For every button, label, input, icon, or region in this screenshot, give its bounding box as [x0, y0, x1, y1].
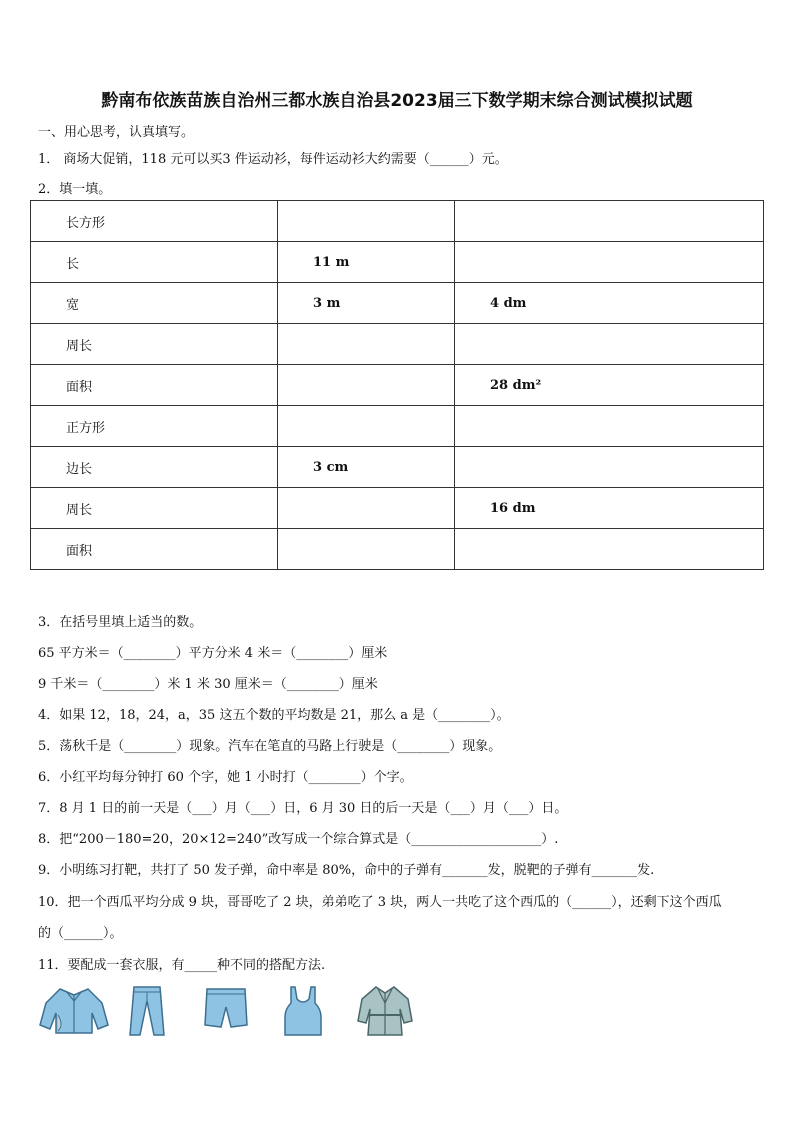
table-cell [455, 324, 764, 365]
table-cell [278, 529, 455, 570]
question-6: 6．小红平均每分钟打 60 个字，她 1 小时打（________）个字。 [38, 770, 413, 785]
question-2: 2．填一填。 [38, 182, 112, 197]
table-cell: 面积 [31, 365, 278, 406]
jacket-icon [38, 985, 110, 1037]
table-row [31, 365, 764, 406]
coat-icon [356, 985, 414, 1037]
table-cell [455, 201, 764, 242]
question-11: 11．要配成一套衣服，有_____种不同的搭配方法. [38, 958, 326, 973]
question-3b: 9 千米＝（________）米 1 米 30 厘米＝（________）厘米 [38, 677, 378, 692]
table-row [31, 529, 764, 570]
table-cell: 长 [31, 242, 278, 283]
question-1: 1． 商场大促销，118 元可以买3 件运动衫，每件运动衫大约需要（______）元。 [38, 152, 508, 167]
question-4: 4．如果 12，18，24，a，35 这五个数的平均数是 21，那么 a 是（________）。 [38, 708, 510, 723]
table-row [31, 283, 764, 324]
table-cell: 28 dm² [455, 365, 764, 406]
table-cell [278, 406, 455, 447]
table-cell: 周长 [31, 324, 278, 365]
table-row [31, 242, 764, 283]
shorts-icon [203, 985, 249, 1031]
tank-top-icon [283, 985, 323, 1037]
table-cell [455, 447, 764, 488]
table-cell [278, 201, 455, 242]
table-cell [278, 365, 455, 406]
question-10-continued: 的（______）。 [38, 926, 123, 941]
question-5: 5．荡秋千是（________）现象。汽车在笔直的马路上行驶是（________）现象。 [38, 739, 502, 754]
table-cell: 16 dm [455, 488, 764, 529]
table-cell: 宽 [31, 283, 278, 324]
fill-in-table [30, 200, 764, 570]
table-cell: 3 m [278, 283, 455, 324]
table-cell: 面积 [31, 529, 278, 570]
table-cell: 长方形 [31, 201, 278, 242]
table-row [31, 324, 764, 365]
table-cell [455, 242, 764, 283]
table-cell: 正方形 [31, 406, 278, 447]
question-8: 8．把“200－180=20，20×12=240”改写成一个综合算式是（____________________）. [38, 832, 559, 847]
question-7: 7．8 月 1 日的前一天是（___）月（___）日，6 月 30 日的后一天是（___）月（___）日。 [38, 801, 568, 816]
question-3a: 65 平方米＝（________）平方分米 4 米＝（________）厘米 [38, 646, 388, 661]
trousers-icon [126, 985, 168, 1037]
table-cell [278, 324, 455, 365]
table-row [31, 488, 764, 529]
section-heading: 一、用心思考，认真填写。 [38, 125, 195, 140]
page-title: 黔南布依族苗族自治州三都水族自治县2023届三下数学期末综合测试模拟试题 [101, 91, 693, 111]
table-cell [455, 529, 764, 570]
table-cell: 周长 [31, 488, 278, 529]
question-10: 10．把一个西瓜平均分成 9 块，哥哥吃了 2 块，弟弟吃了 3 块，两人一共吃了这个西瓜的（______），还剩下这个西瓜 [38, 895, 722, 910]
table-cell: 3 cm [278, 447, 455, 488]
table-row [31, 406, 764, 447]
table-cell: 边长 [31, 447, 278, 488]
table-row [31, 447, 764, 488]
table-cell [278, 488, 455, 529]
table-cell: 11 m [278, 242, 455, 283]
question-9: 9．小明练习打靶，共打了 50 发子弹，命中率是 80%，命中的子弹有_______发，脱靶的子弹有_______发. [38, 863, 655, 878]
table-row [31, 201, 764, 242]
table-cell: 4 dm [455, 283, 764, 324]
question-3: 3．在括号里填上适当的数。 [38, 615, 203, 630]
table-cell [455, 406, 764, 447]
